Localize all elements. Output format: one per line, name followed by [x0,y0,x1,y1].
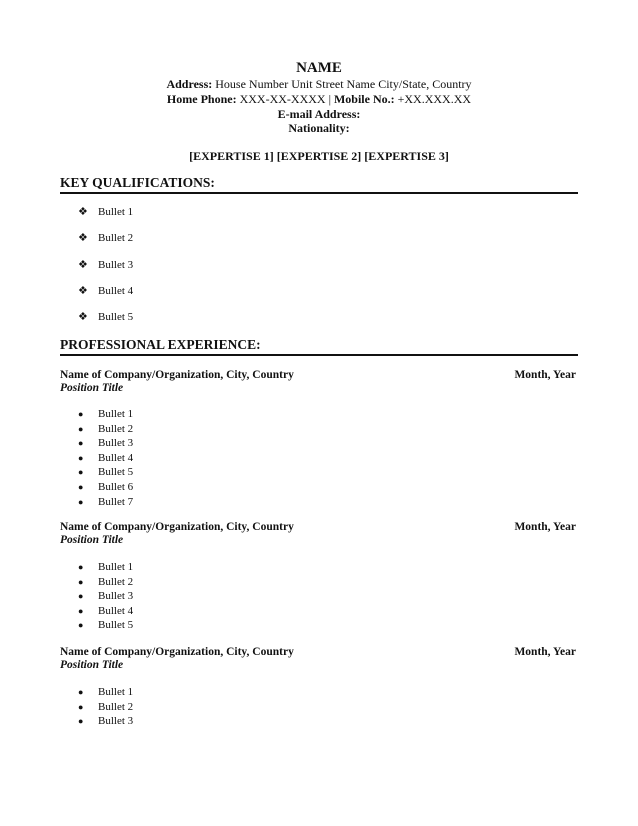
mobile-label: Mobile No.: [333,92,395,106]
round-bullet-icon: ● [78,409,84,419]
company-line [60,368,578,382]
qualification-item [78,284,134,298]
job-date: Month, Year [514,369,576,381]
round-bullet-icon: ● [78,701,84,712]
qualification-text: Bullet 2 [98,232,134,244]
company-name: Name of Company/Organization, City, Country [60,521,294,533]
professional-experience-heading: PROFESSIONAL EXPERIENCE: [60,337,578,356]
candidate-name: NAME [296,60,342,76]
round-bullet-icon: ● [78,620,84,631]
job-bullet-text: Bullet 4 [98,451,134,464]
diamond-bullet-icon: ❖ [78,232,88,244]
job-bullet-text: Bullet 2 [98,422,134,435]
job-bullet-text: Bullet 3 [98,437,134,450]
key-qualifications-heading: KEY QUALIFICATIONS: [60,175,578,194]
round-bullet-icon: ● [78,716,84,727]
address-label: Address: [166,77,213,91]
round-bullet-icon: ● [78,423,84,434]
diamond-bullet-icon: ❖ [78,285,88,297]
qualification-text: Bullet 3 [98,259,134,271]
home-phone-value: XXX-XX-XXXX | [236,92,334,106]
round-bullet-icon: ● [78,562,84,572]
email-label: E-mail Address: [277,107,361,121]
round-bullet-icon: ● [78,605,84,616]
company-line [60,645,578,659]
qualification-text: Bullet 1 [98,206,134,218]
round-bullet-icon: ● [78,467,84,478]
nationality-label: Nationality: [288,121,350,135]
qualification-item [78,310,134,324]
job-bullet-text: Bullet 1 [98,408,134,420]
round-bullet-icon: ● [78,438,84,449]
qualification-item [78,258,134,272]
job-bullet-text: Bullet 6 [98,480,134,493]
job-bullet-text: Bullet 1 [98,561,134,573]
address-line [0,77,638,91]
home-phone-label: Home Phone: [166,92,237,106]
company-line [60,520,578,534]
company-name: Name of Company/Organization, City, Country [60,369,294,381]
round-bullet-icon: ● [78,591,84,602]
mobile-value: +XX.XXX.XX [394,92,472,106]
job-bullet-text: Bullet 1 [98,686,134,698]
job-bullet-text: Bullet 3 [98,590,134,603]
position-title: Position Title [60,534,124,546]
qualification-text: Bullet 4 [98,285,134,297]
diamond-bullet-icon: ❖ [78,311,88,323]
qualification-item [78,231,134,245]
phone-line [0,92,638,106]
position-title: Position Title [60,382,124,394]
qualification-text: Bullet 5 [98,311,134,323]
job-bullet-text: Bullet 2 [98,575,134,588]
round-bullet-icon: ● [78,452,84,463]
job-bullet-text: Bullet 2 [98,700,134,713]
job-bullet-text: Bullet 4 [98,604,134,617]
job-date: Month, Year [514,646,576,658]
qualification-item [78,205,134,219]
job-date: Month, Year [514,521,576,533]
diamond-bullet-icon: ❖ [78,259,88,271]
diamond-bullet-icon: ❖ [78,206,88,218]
round-bullet-icon: ● [78,576,84,587]
round-bullet-icon: ● [78,496,84,507]
job-bullet-text: Bullet 5 [98,619,134,632]
round-bullet-icon: ● [78,481,84,492]
job-bullet-text: Bullet 7 [98,495,134,508]
company-name: Name of Company/Organization, City, Country [60,646,294,658]
round-bullet-icon: ● [78,687,84,697]
position-title: Position Title [60,659,124,671]
address-value: House Number Unit Street Name City/State, Country [212,77,472,91]
expertise-line: [EXPERTISE 1] [EXPERTISE 2] [EXPERTISE 3] [189,149,449,163]
job-bullet-text: Bullet 3 [98,715,134,728]
job-bullet-text: Bullet 5 [98,466,134,479]
